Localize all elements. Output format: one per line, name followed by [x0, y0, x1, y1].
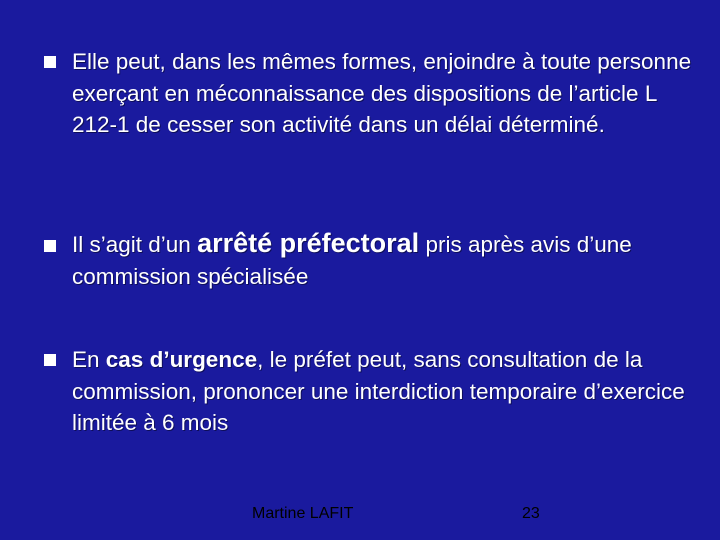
bullet-text-post: , le préfet peut, sans consultation de la commission, prononcer une interdiction temporaire d’exercice limitée à 6 mois [72, 347, 685, 435]
bullet-text-pre: Il s’agit d’un [72, 232, 198, 257]
square-bullet-icon [44, 354, 56, 366]
bullet-item-1 [44, 46, 694, 141]
square-bullet-icon [44, 56, 56, 68]
bullet-text-emphasis: cas d’urgence [105, 347, 258, 372]
bullet-item-3 [44, 344, 694, 439]
bullet-text-post: pris après avis d’une commission spécialisée [72, 232, 632, 289]
page-number: 23 [522, 505, 540, 522]
bullet-text: Elle peut, dans les mêmes formes, enjoindre à toute personne exerçant en méconnaissance des dispositions de l’article L 212-1 de cesser son activité dans un délai déterminé. [72, 49, 692, 137]
bullet-text-pre: En [72, 347, 106, 372]
bullet-text [72, 344, 694, 439]
footer-author: Martine LAFIT [252, 505, 354, 522]
bullet-item-2 [44, 228, 694, 292]
square-bullet-icon [44, 240, 56, 252]
bullet-text-emphasis: arrêté préfectoral [197, 228, 420, 258]
bullet-text [72, 228, 694, 292]
